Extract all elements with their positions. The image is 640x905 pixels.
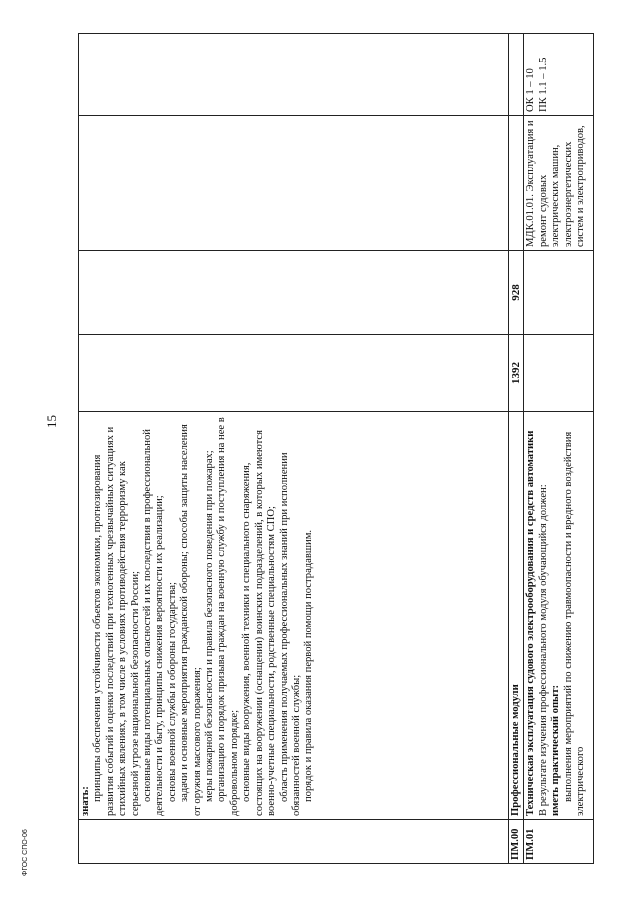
- cell-pm01-code: ПМ.01: [524, 820, 594, 864]
- table-row-know: [79, 34, 509, 864]
- competence-pk: ПК 1.1 – 1.5: [537, 57, 549, 112]
- cell-pm00-code: ПМ.00: [509, 820, 524, 864]
- know-item: основные виды потенциальных опасностей и их последствия в профессиональной деятельности и быту, принципы снижения вероятности их реализации;: [142, 429, 166, 816]
- cell-empty-total: [79, 335, 509, 412]
- cell-empty-comp: [79, 34, 509, 116]
- cell-empty-mdk: [79, 116, 509, 251]
- know-item: принципы обеспечения устойчивости объектов экономики, прогнозирования развития событий и оценки последствий при техногенных чрезвычайных ситуациях и стихийных явлениях, в том числе в условиях противодействия терроризму как серьезной угрозе национальной безопасности России;: [92, 426, 141, 816]
- know-heading: знать:: [80, 786, 91, 816]
- cell-pm01-comp: [524, 34, 594, 116]
- know-item: меры пожарной безопасности и правила безопасного поведения при пожарах;: [204, 450, 216, 802]
- cell-pm00-mdk: [509, 116, 524, 251]
- know-item: задачи и основные мероприятия гражданской обороны; способы защиты населения от оружия массового поражения;: [179, 424, 203, 816]
- footer-standard-label: ФГОС СПО-06: [22, 829, 29, 876]
- pm01-practice-item: выполнения мероприятий по снижению травмоопасности и вредного воздействия электрического: [562, 431, 587, 816]
- cell-pm00-total: 1392: [509, 335, 524, 412]
- competence-ok: ОК 1 – 10: [525, 68, 537, 112]
- page-number: 15: [44, 415, 59, 428]
- cell-know-text: [79, 412, 509, 820]
- cell-pm00-comp: [509, 34, 524, 116]
- pm01-practice-heading: иметь практический опыт:: [550, 684, 562, 816]
- curriculum-table-rotated: [78, 34, 594, 864]
- cell-pm01-mdk: МДК.01.01. Эксплуатация и ремонт судовых электрических машин, электроэнергетических систем и электроприводов,: [524, 116, 594, 251]
- cell-pm01-incl: [524, 251, 594, 335]
- cell-pm01-text: [524, 412, 594, 820]
- curriculum-table: [78, 33, 594, 864]
- cell-empty-incl: [79, 251, 509, 335]
- know-item: основные виды вооружения, военной техники и специального снаряжения, состоящих на вооружении (оснащении) воинских подразделений, в которых имеются военно-учетные специальности, родственные специальностям СПО;: [241, 430, 278, 816]
- table-row-pm01: [524, 34, 594, 864]
- table-row-pm00: [509, 34, 524, 864]
- cell-empty-code: [79, 820, 509, 864]
- know-item: основы военной службы и обороны государства;: [166, 582, 178, 802]
- pm01-title: Техническая эксплуатация судового электрооборудования и средств автоматики: [525, 430, 537, 816]
- pm01-intro: В результате изучения профессионального модуля обучающийся должен:: [537, 484, 549, 816]
- know-item: порядок и правила оказания первой помощи пострадавшим.: [303, 529, 315, 802]
- know-item: область применения получаемых профессиональных знаний при исполнении обязанностей военной службы;: [278, 452, 302, 816]
- know-item: организацию и порядок призыва граждан на военную службу и поступления на нее в добровольном порядке;: [216, 417, 240, 816]
- cell-pm01-total: [524, 335, 594, 412]
- cell-pm00-incl: 928: [509, 251, 524, 335]
- cell-pm00-title: Профессиональные модули: [509, 412, 524, 820]
